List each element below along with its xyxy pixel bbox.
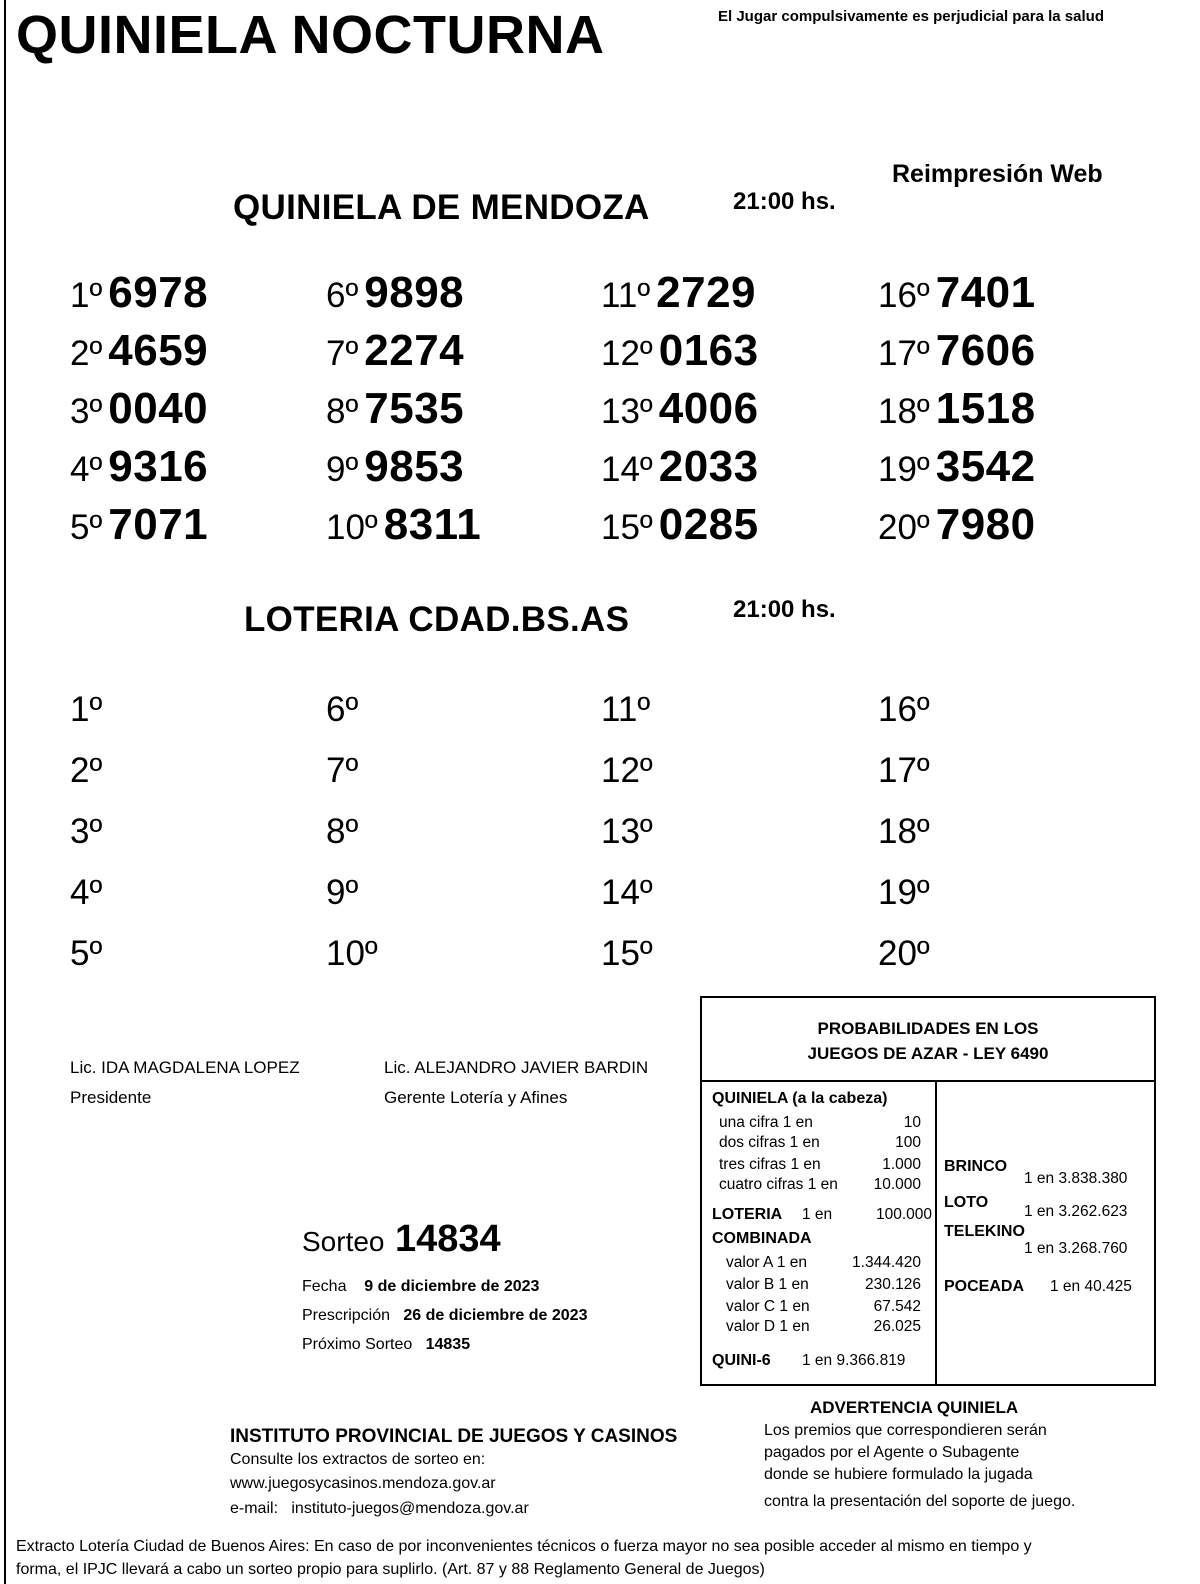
loteria-position-label: 8º [326, 812, 359, 851]
prescripcion-row [302, 1307, 587, 1325]
mendoza-position-label: 16º [878, 276, 930, 315]
footer-line-2: forma, el IPJC llevará a cabo un sorteo propio para suplirlo. (Art. 87 y 88 Reglamento General de Juegos) [16, 1561, 765, 1578]
mendoza-winning-number: 8311 [383, 500, 482, 549]
mendoza-result-14 [601, 442, 759, 494]
mendoza-position-label: 6º [326, 276, 359, 315]
mendoza-winning-number: 3542 [935, 442, 1036, 491]
mendoza-winning-number: 9316 [108, 442, 209, 491]
loteria-result-10 [326, 926, 384, 978]
loteria-position-label: 20º [878, 934, 930, 973]
loteria-result-11 [601, 682, 656, 734]
sorteo-label: Sorteo [302, 1226, 385, 1257]
mendoza-winning-number: 2033 [658, 442, 759, 491]
telekino-label: TELEKINO [944, 1223, 1025, 1240]
combinada-label-1: valor A 1 en [726, 1254, 808, 1271]
loteria-position-label: 2º [70, 751, 103, 790]
loteria-result-1 [70, 682, 108, 734]
quiniela-label-4: cuatro cifras 1 en [719, 1176, 838, 1193]
quini6-label: QUINI-6 [712, 1352, 771, 1369]
mendoza-result-19 [878, 442, 1036, 494]
mendoza-result-1 [70, 268, 208, 320]
loteria-result-14 [601, 865, 659, 917]
quiniela-header: QUINIELA (a la cabeza) [712, 1090, 888, 1107]
loteria-position-label: 14º [601, 873, 653, 912]
loteria-result-5 [70, 926, 108, 978]
combinada-label-4: valor D 1 en [726, 1318, 810, 1335]
probabilities-divider [935, 1082, 937, 1384]
poceada-label: POCEADA [944, 1278, 1025, 1295]
mendoza-winning-number: 4006 [658, 384, 759, 433]
loteria-result-13 [601, 804, 659, 856]
loto-label: LOTO [944, 1194, 989, 1211]
mendoza-time: 21:00 hs. [733, 188, 836, 215]
health-warning: El Jugar compulsivamente es perjudicial para la salud [718, 8, 1104, 25]
mendoza-position-label: 1º [70, 276, 103, 315]
loteria-position-label: 10º [326, 934, 378, 973]
proximo-value: 14835 [425, 1336, 471, 1353]
mendoza-position-label: 12º [601, 334, 653, 373]
mendoza-winning-number: 7535 [364, 384, 465, 433]
advertencia-line-3: donde se hubiere formulado la jugada [764, 1466, 1033, 1483]
loteria-result-8 [326, 804, 364, 856]
mendoza-winning-number: 4659 [108, 326, 209, 375]
mendoza-result-9 [326, 442, 464, 494]
mendoza-winning-number: 2729 [656, 268, 757, 317]
mendoza-position-label: 3º [70, 392, 103, 431]
probabilities-header [702, 998, 1154, 1082]
loteria-position-label: 4º [70, 873, 103, 912]
mendoza-result-8 [326, 384, 464, 436]
mendoza-winning-number: 0163 [658, 326, 759, 375]
mendoza-winning-number: 0040 [108, 384, 209, 433]
signature-name-1: Lic. IDA MAGDALENA LOPEZ [70, 1058, 300, 1077]
reprint-label: Reimpresión Web [892, 160, 1103, 188]
quiniela-label-1: una cifra 1 en [719, 1114, 813, 1131]
mendoza-position-label: 15º [601, 508, 653, 547]
quiniela-value-2: 100 [895, 1134, 921, 1151]
loteria-odds-value: 100.000 [875, 1206, 932, 1223]
mendoza-result-15 [601, 500, 759, 552]
quiniela-value-4: 10.000 [873, 1176, 921, 1193]
mendoza-result-17 [878, 326, 1036, 378]
loteria-result-6 [326, 682, 364, 734]
sorteo-number: 14834 [395, 1218, 501, 1260]
loteria-result-9 [326, 865, 364, 917]
loteria-position-label: 9º [326, 873, 359, 912]
loteria-position-label: 19º [878, 873, 930, 912]
combinada-value-3: 67.542 [873, 1298, 921, 1315]
mendoza-position-label: 13º [601, 392, 653, 431]
loto-value: 1 en 3.262.623 [1024, 1203, 1128, 1220]
loteria-result-12 [601, 743, 659, 795]
mendoza-result-7 [326, 326, 464, 378]
loteria-odds-text: 1 en [802, 1206, 833, 1223]
quini6-odds: 1 en 9.366.819 [802, 1352, 906, 1369]
quiniela-value-3: 1.000 [882, 1156, 921, 1173]
mendoza-position-label: 9º [326, 450, 359, 489]
email-value[interactable]: instituto-juegos@mendoza.gov.ar [291, 1500, 529, 1517]
brinco-value: 1 en 3.838.380 [1024, 1170, 1128, 1187]
mendoza-winning-number: 7606 [935, 326, 1036, 375]
instituto-consult: Consulte los extractos de sorteo en: [230, 1451, 486, 1468]
footer-note [16, 1535, 1032, 1581]
fecha-label: Fecha [302, 1278, 347, 1295]
mendoza-winning-number: 7071 [108, 500, 209, 549]
instituto-name: INSTITUTO PROVINCIAL DE JUEGOS Y CASINOS [230, 1426, 678, 1447]
mendoza-position-label: 7º [326, 334, 359, 373]
mendoza-winning-number: 7401 [935, 268, 1036, 317]
loteria-result-19 [878, 865, 936, 917]
probabilities-box [700, 996, 1156, 1386]
proximo-label: Próximo Sorteo [302, 1336, 413, 1353]
loteria-result-20 [878, 926, 936, 978]
mendoza-position-label: 19º [878, 450, 930, 489]
footer-line-1: Extracto Lotería Ciudad de Buenos Aires: En caso de por inconvenientes técnicos o fuerza mayor no sea posible acceder al mismo en tiempo y [16, 1538, 1032, 1555]
mendoza-winning-number: 6978 [108, 268, 209, 317]
loteria-result-2 [70, 743, 108, 795]
mendoza-result-13 [601, 384, 759, 436]
loteria-position-label: 15º [601, 934, 653, 973]
quiniela-label-3: tres cifras 1 en [719, 1156, 821, 1173]
mendoza-result-18 [878, 384, 1036, 436]
mendoza-result-12 [601, 326, 759, 378]
mendoza-position-label: 10º [326, 508, 378, 547]
loteria-position-label: 1º [70, 690, 103, 729]
fecha-value: 9 de diciembre de 2023 [364, 1278, 540, 1295]
mendoza-result-16 [878, 268, 1036, 320]
loteria-time: 21:00 hs. [733, 596, 836, 623]
advertencia-line-1: Los premios que correspondieren serán [764, 1422, 1047, 1439]
signature-role-2: Gerente Lotería y Afines [384, 1088, 568, 1107]
poceada-value: 1 en 40.425 [1050, 1278, 1132, 1295]
combinada-label-3: valor C 1 en [726, 1298, 810, 1315]
prescripcion-value: 26 de diciembre de 2023 [403, 1307, 588, 1324]
mendoza-winning-number: 0285 [658, 500, 759, 549]
mendoza-winning-number: 9853 [364, 442, 465, 491]
quiniela-value-1: 10 [903, 1114, 921, 1131]
mendoza-title: QUINIELA DE MENDOZA [233, 188, 650, 227]
mendoza-winning-number: 7980 [935, 500, 1036, 549]
page-title: QUINIELA NOCTURNA [16, 5, 605, 65]
loteria-position-label: 18º [878, 812, 930, 851]
mendoza-result-6 [326, 268, 464, 320]
loteria-position-label: 17º [878, 751, 930, 790]
instituto-website[interactable]: www.juegosycasinos.mendoza.gov.ar [230, 1475, 496, 1492]
loteria-result-16 [878, 682, 936, 734]
loteria-position-label: 13º [601, 812, 653, 851]
loteria-odds-label: LOTERIA [712, 1206, 783, 1223]
email-label: e-mail: [230, 1500, 279, 1517]
combinada-header: COMBINADA [712, 1230, 812, 1247]
mendoza-result-11 [601, 268, 756, 320]
combinada-label-2: valor B 1 en [726, 1276, 809, 1293]
brinco-label: BRINCO [944, 1158, 1008, 1175]
mendoza-result-4 [70, 442, 208, 494]
loteria-title: LOTERIA CDAD.BS.AS [244, 600, 630, 639]
loteria-result-17 [878, 743, 936, 795]
mendoza-result-5 [70, 500, 208, 552]
combinada-value-1: 1.344.420 [852, 1254, 921, 1271]
mendoza-position-label: 20º [878, 508, 930, 547]
mendoza-position-label: 2º [70, 334, 103, 373]
loteria-result-7 [326, 743, 364, 795]
advertencia-line-4: contra la presentación del soporte de juego. [764, 1493, 1076, 1510]
loteria-position-label: 11º [601, 690, 651, 729]
loteria-position-label: 6º [326, 690, 359, 729]
mendoza-result-3 [70, 384, 208, 436]
mendoza-position-label: 14º [601, 450, 653, 489]
loteria-position-label: 5º [70, 934, 103, 973]
loteria-result-4 [70, 865, 108, 917]
loteria-position-label: 3º [70, 812, 103, 851]
mendoza-result-10 [326, 500, 481, 552]
combinada-value-2: 230.126 [864, 1276, 921, 1293]
advertencia-title: ADVERTENCIA QUINIELA [810, 1398, 1019, 1417]
telekino-value: 1 en 3.268.760 [1024, 1240, 1128, 1257]
mendoza-winning-number: 1518 [935, 384, 1036, 433]
mendoza-result-20 [878, 500, 1036, 552]
loteria-position-label: 7º [326, 751, 359, 790]
quiniela-label-2: dos cifras 1 en [719, 1134, 820, 1151]
mendoza-position-label: 11º [601, 276, 651, 315]
combinada-value-4: 26.025 [873, 1318, 921, 1335]
loteria-result-3 [70, 804, 108, 856]
mendoza-position-label: 5º [70, 508, 103, 547]
mendoza-position-label: 8º [326, 392, 359, 431]
probabilities-title-1: PROBABILIDADES EN LOS [817, 1019, 1039, 1038]
loteria-result-18 [878, 804, 936, 856]
proximo-row [302, 1336, 470, 1354]
loteria-position-label: 12º [601, 751, 653, 790]
advertencia-line-2: pagados por el Agente o Subagente [764, 1444, 1020, 1461]
instituto-email-row [230, 1500, 529, 1518]
mendoza-position-label: 4º [70, 450, 103, 489]
signature-role-1: Presidente [70, 1088, 152, 1107]
signature-name-2: Lic. ALEJANDRO JAVIER BARDIN [384, 1058, 649, 1077]
probabilities-title-2: JUEGOS DE AZAR - LEY 6490 [807, 1044, 1049, 1063]
mendoza-winning-number: 9898 [364, 268, 465, 317]
mendoza-result-2 [70, 326, 208, 378]
loteria-result-15 [601, 926, 659, 978]
loteria-position-label: 16º [878, 690, 930, 729]
prescripcion-label: Prescripción [302, 1307, 391, 1324]
mendoza-position-label: 17º [878, 334, 930, 373]
left-border [4, 0, 6, 1584]
mendoza-position-label: 18º [878, 392, 930, 431]
mendoza-winning-number: 2274 [364, 326, 465, 375]
fecha-row [302, 1278, 539, 1296]
